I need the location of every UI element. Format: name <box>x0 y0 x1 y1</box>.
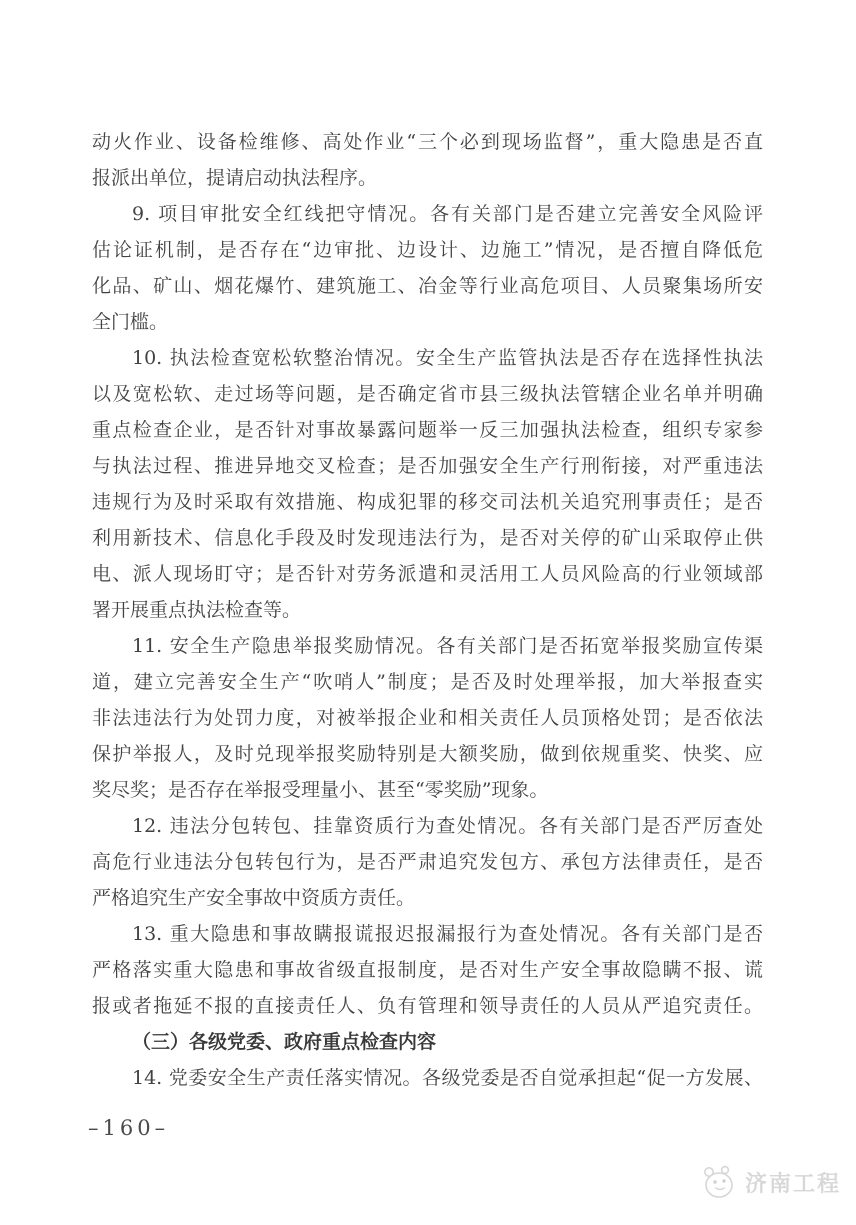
body-line-item-13: 13. 重大隐患和事故瞒报谎报迟报漏报行为查处情况。各有关部门是否 <box>132 923 763 945</box>
body-line-item-11: 11. 安全生产隐患举报奖励情况。各有关部门是否拓宽举报奖励宣传渠 <box>132 635 763 657</box>
body-line: 违规行为及时采取有效措施、构成犯罪的移交司法机关追究刑事责任；是否 <box>92 491 763 513</box>
body-line-item-10: 10. 执法检查宽松软整治情况。安全生产监管执法是否存在选择性执法 <box>132 347 763 369</box>
body-line: 非法违法行为处罚力度，对被举报企业和相关责任人员顶格处罚；是否依法 <box>92 707 763 729</box>
body-line: 动火作业、设备检维修、高处作业“三个必到现场监督”，重大隐患是否直 <box>92 131 763 153</box>
body-line: 电、派人现场盯守；是否针对劳务派遣和灵活用工人员风险高的行业领域部 <box>92 563 763 585</box>
body-line: 严格追究生产安全事故中资质方责任。 <box>92 887 416 909</box>
body-line: 化品、矿山、烟花爆竹、建筑施工、冶金等行业高危项目、人员聚集场所安 <box>92 275 763 297</box>
body-line: 利用新技术、信息化手段及时发现违法行为，是否对关停的矿山采取停止供 <box>92 527 763 549</box>
page-number: –160– <box>88 1116 170 1140</box>
body-line: 报或者拖延不报的直接责任人、负有管理和领导责任的人员从严追究责任。 <box>92 995 763 1017</box>
body-line: 严格落实重大隐患和事故省级直报制度，是否对生产安全事故隐瞒不报、谎 <box>92 959 763 981</box>
body-line: 署开展重点执法检查等。 <box>92 599 302 621</box>
body-line: 以及宽松软、走过场等问题，是否确定省市县三级执法管辖企业名单并明确 <box>92 383 763 405</box>
watermark <box>700 1164 841 1200</box>
body-line: 估论证机制，是否存在“边审批、边设计、边施工”情况，是否擅自降低危 <box>92 239 763 261</box>
body-line: 高危行业违法分包转包行为，是否严肃追究发包方、承包方法律责任，是否 <box>92 851 763 873</box>
body-line: 保护举报人，及时兑现举报奖励特别是大额奖励，做到依规重奖、快奖、应 <box>92 743 763 765</box>
body-line: 与执法过程、推进异地交叉检查；是否加强安全生产行刑衔接，对严重违法 <box>92 455 763 477</box>
body-text <box>92 124 763 1096</box>
mascot-logo-icon <box>700 1164 738 1200</box>
body-line: 报派出单位，提请启动执法程序。 <box>92 167 378 189</box>
body-line-item-12: 12. 违法分包转包、挂靠资质行为查处情况。各有关部门是否严厉查处 <box>132 815 763 837</box>
watermark-label: 济南工程 <box>745 1171 842 1197</box>
body-line-item-14: 14. 党委安全生产责任落实情况。各级党委是否自觉承担起“促一方发展、 <box>132 1067 763 1089</box>
body-line: 奖尽奖；是否存在举报受理量小、甚至“零奖励”现象。 <box>92 779 549 801</box>
body-line: 重点检查企业，是否针对事故暴露问题举一反三加强执法检查，组织专家参 <box>92 419 763 441</box>
body-line: 道，建立完善安全生产“吹哨人”制度；是否及时处理举报，加大举报查实 <box>92 671 763 693</box>
section-heading: （三）各级党委、政府重点检查内容 <box>132 1031 437 1053</box>
body-line-item-9: 9. 项目审批安全红线把守情况。各有关部门是否建立完善安全风险评 <box>132 203 763 225</box>
body-line: 全门槛。 <box>92 311 169 333</box>
